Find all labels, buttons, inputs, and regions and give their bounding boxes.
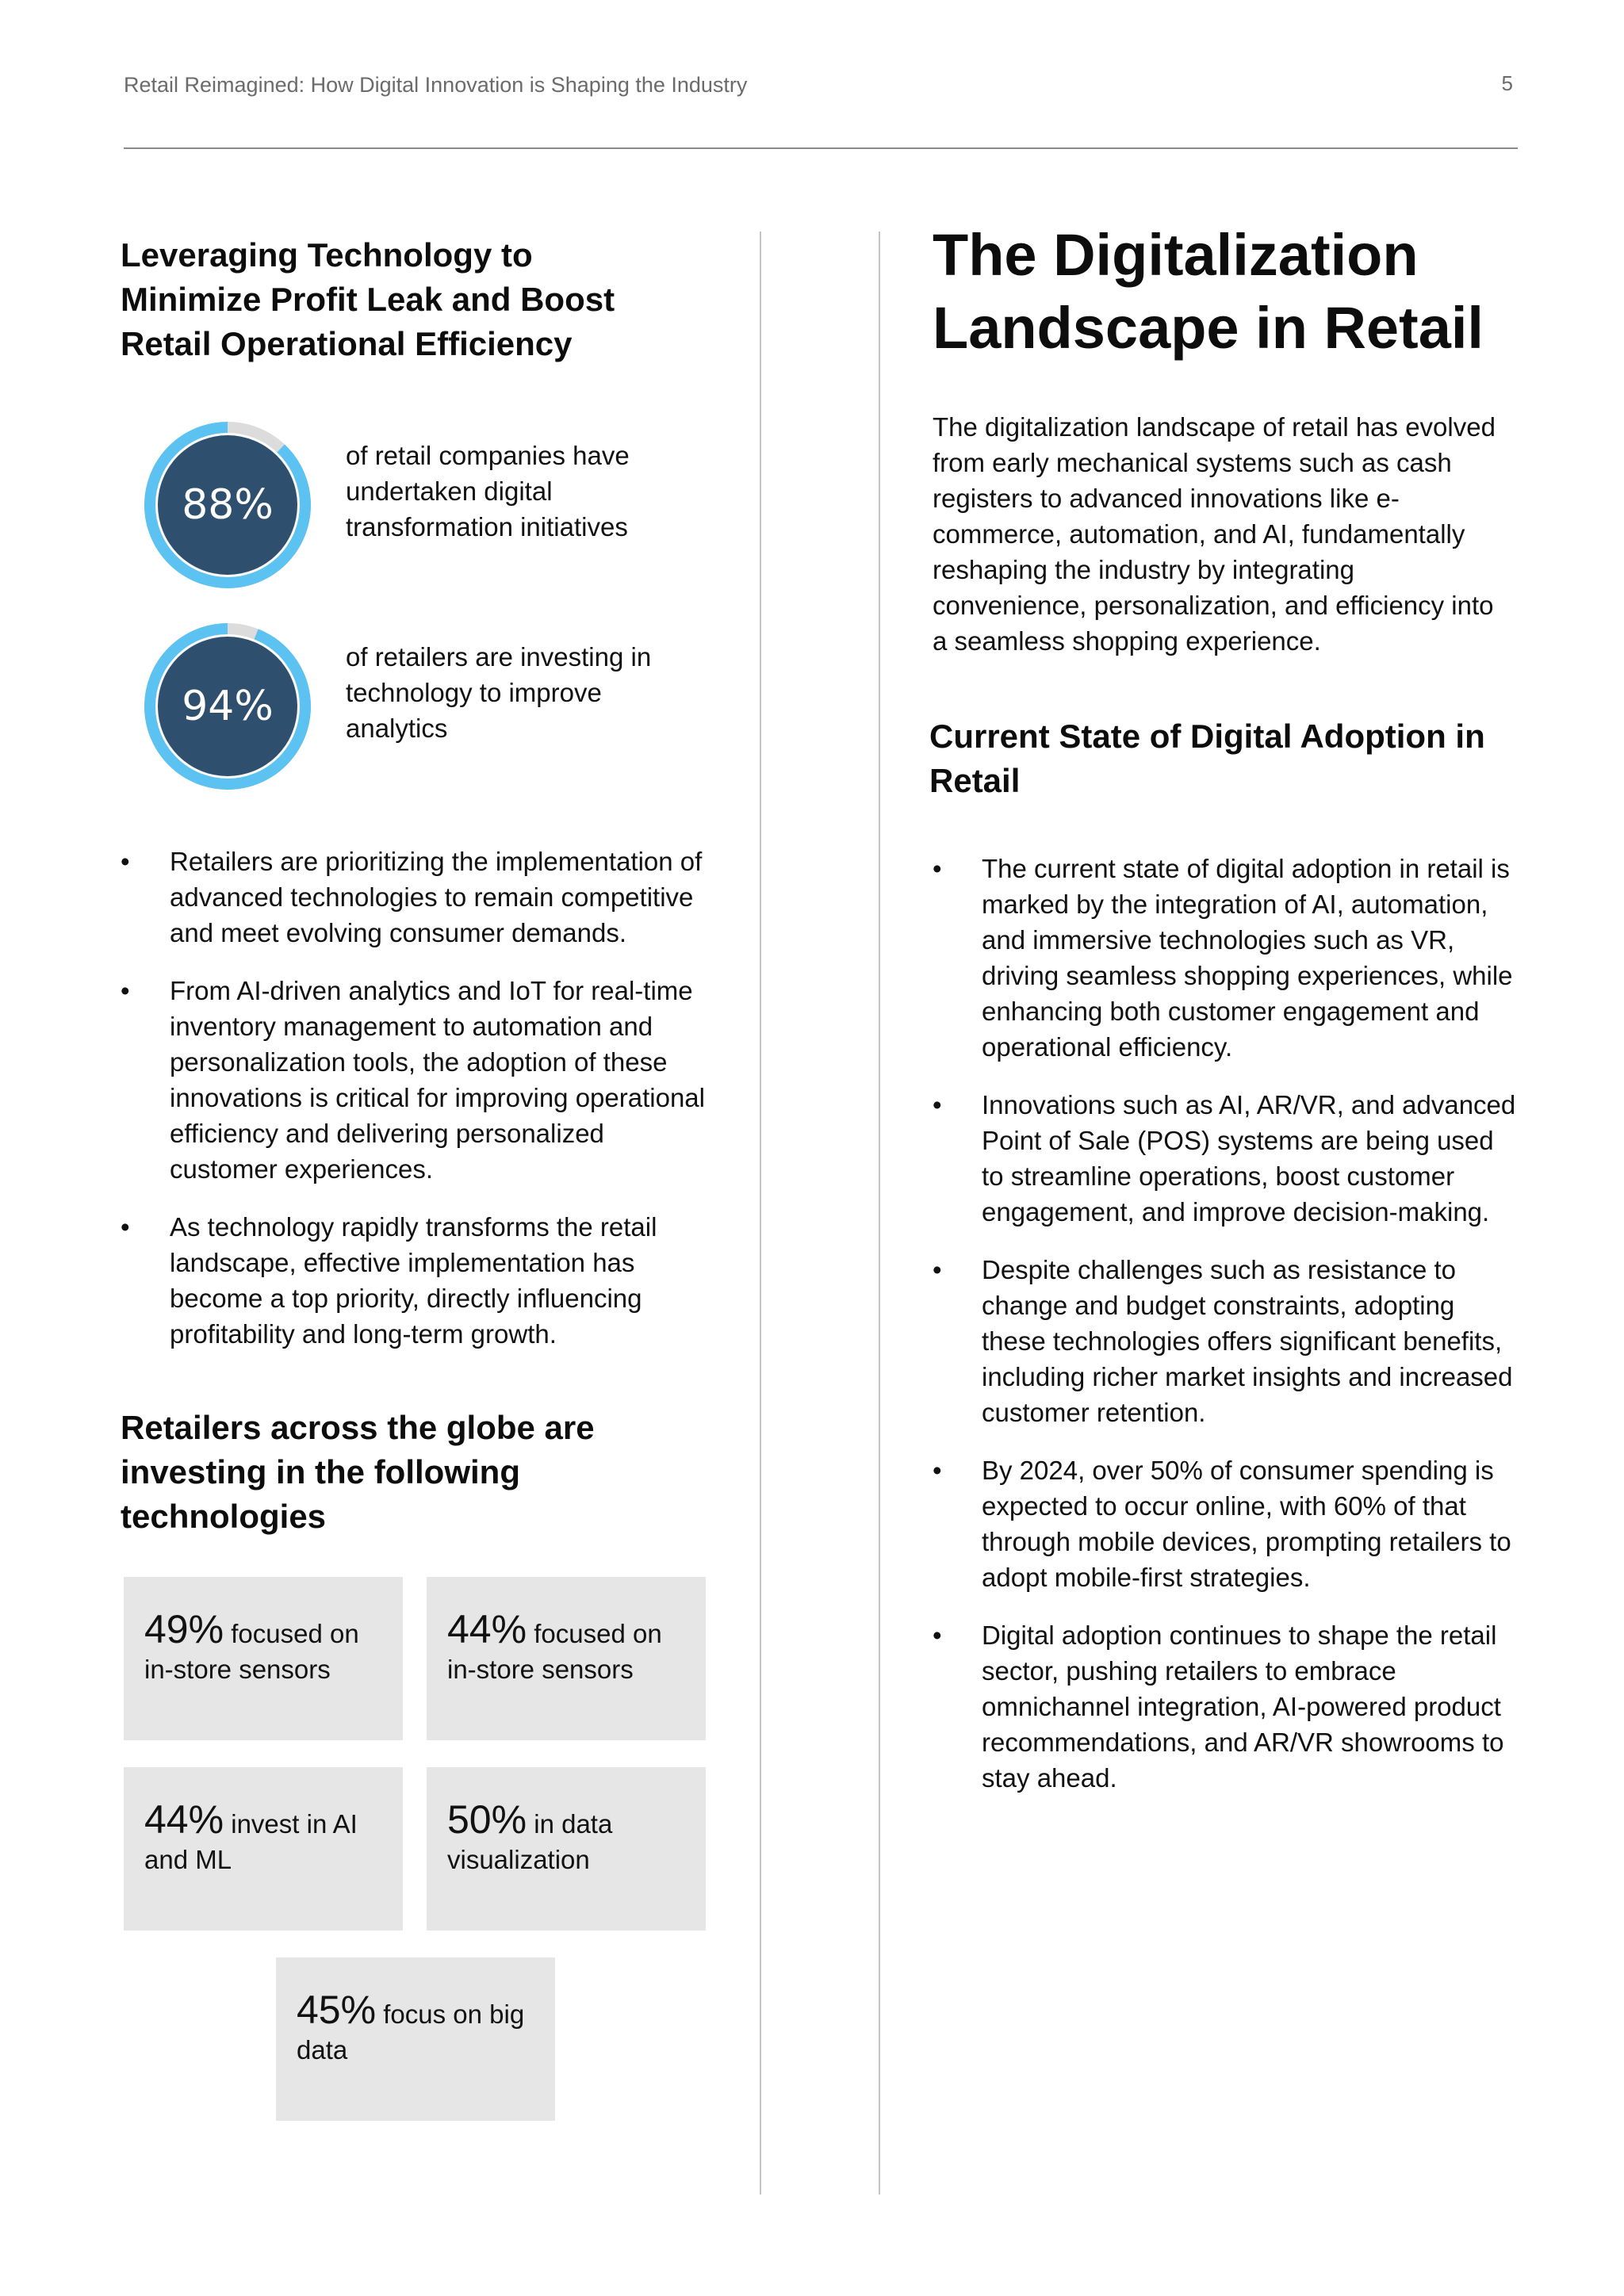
running-header: Retail Reimagined: How Digital Innovation is Shaping the Industry bbox=[124, 73, 748, 97]
page-title: The Digitalization Landscape in Retail bbox=[933, 222, 1484, 361]
page-number: 5 bbox=[1501, 71, 1513, 95]
bullet-glyph: • bbox=[933, 1621, 942, 1650]
list-item bbox=[933, 1452, 1519, 1595]
stat-value: 88% bbox=[182, 481, 274, 529]
left-column bbox=[121, 233, 707, 2132]
tile-data-visualization bbox=[427, 1767, 706, 1931]
tile-percent: 50% bbox=[447, 1797, 527, 1842]
list-item bbox=[933, 1087, 1519, 1230]
intro-paragraph: The digitalization landscape of retail has evolved from early mechanical systems such as cash registers to advanced innovations like e-commerce, automation, and AI, fundamentally reshaping the industry by integrating convenience, personalization, and efficiency into a seamless shopping experience. bbox=[933, 412, 1496, 656]
list-item bbox=[933, 1252, 1519, 1430]
list-item-text: Digital adoption continues to shape the retail sector, pushing retailers to embrace omnichannel integration, AI-powered product recommendations, and AR/VR showrooms to stay ahead. bbox=[982, 1621, 1504, 1793]
tile-text: focused on in-store sensors bbox=[447, 1619, 662, 1684]
stat-88 bbox=[121, 422, 707, 623]
right-column bbox=[929, 219, 1519, 1818]
bullet-glyph: • bbox=[121, 976, 130, 1005]
list-item-text: Despite challenges such as resistance to change and budget constraints, adopting these technologies offers significant benefits, including richer market insights and increased customer retention. bbox=[982, 1255, 1513, 1427]
list-item bbox=[933, 1617, 1519, 1796]
digital-adoption-heading: Current State of Digital Adoption in Retail bbox=[929, 718, 1485, 799]
list-item-text: Innovations such as AI, AR/VR, and advanced Point of Sale (POS) systems are being used to streamline operations, boost customer engagement, and improve decision-making. bbox=[982, 1090, 1516, 1226]
column-divider-left bbox=[760, 232, 761, 2195]
list-item bbox=[933, 851, 1519, 1065]
list-item-text: By 2024, over 50% of consumer spending is expected to occur online, with 60% of that through mobile devices, prompting retailers to adopt mobile-first strategies. bbox=[982, 1456, 1511, 1592]
list-item-text: From AI-driven analytics and IoT for real-time inventory management to automation and personalization tools, the adoption of these innovations is critical for improving operational efficiency and delivering personalized customer experiences. bbox=[170, 976, 705, 1184]
tile-in-store-sensors-44 bbox=[427, 1577, 706, 1740]
bullet-glyph: • bbox=[933, 1090, 942, 1119]
bullet-glyph: • bbox=[933, 854, 942, 883]
tile-ai-ml bbox=[124, 1767, 403, 1931]
right-bullet-list bbox=[933, 851, 1519, 1796]
list-item bbox=[121, 973, 707, 1187]
tile-text: focused on in-store sensors bbox=[144, 1619, 359, 1684]
list-item-text: As technology rapidly transforms the retail landscape, effective implementation has become a top priority, directly influencing profitability and long-term growth. bbox=[170, 1212, 657, 1349]
invest-heading: Retailers across the globe are investing in the following technologies bbox=[121, 1409, 595, 1535]
stat-94 bbox=[121, 623, 707, 844]
tile-in-store-sensors-49 bbox=[124, 1577, 403, 1740]
list-item-text: Retailers are prioritizing the implementation of advanced technologies to remain competitive and meet evolving consumer demands. bbox=[170, 847, 703, 947]
stat-description: of retail companies have undertaken digital transformation initiatives bbox=[346, 441, 630, 541]
investment-tiles bbox=[121, 1577, 707, 2132]
tile-percent: 45% bbox=[297, 1988, 377, 2032]
tile-text: in data visualization bbox=[447, 1809, 613, 1874]
donut-chart bbox=[144, 422, 311, 588]
column-divider-right bbox=[879, 232, 880, 2195]
stat-value: 94% bbox=[182, 683, 274, 730]
bullet-glyph: • bbox=[933, 1255, 942, 1284]
tile-text: focus on big data bbox=[297, 1999, 525, 2064]
donut-chart bbox=[144, 623, 311, 790]
tile-percent: 49% bbox=[144, 1607, 224, 1651]
list-item bbox=[121, 1209, 707, 1352]
tile-percent: 44% bbox=[144, 1797, 224, 1842]
left-heading: Leveraging Technology to Minimize Profit Leak and Boost Retail Operational Efficiency bbox=[121, 236, 615, 362]
bullet-glyph: • bbox=[933, 1456, 942, 1485]
bullet-glyph: • bbox=[121, 847, 130, 876]
stat-description: of retailers are investing in technology to improve analytics bbox=[346, 642, 652, 743]
bullet-glyph: • bbox=[121, 1212, 130, 1242]
list-item bbox=[121, 844, 707, 951]
tile-text: invest in AI and ML bbox=[144, 1809, 358, 1874]
list-item-text: The current state of digital adoption in retail is marked by the integration of AI, automation, and immersive technologies such as VR, driving seamless shopping experiences, while enhancing both customer engagement and operational efficiency. bbox=[982, 854, 1513, 1062]
tile-big-data bbox=[276, 1957, 555, 2121]
tile-percent: 44% bbox=[447, 1607, 527, 1651]
header-rule bbox=[124, 147, 1518, 149]
left-bullet-list bbox=[121, 844, 707, 1352]
